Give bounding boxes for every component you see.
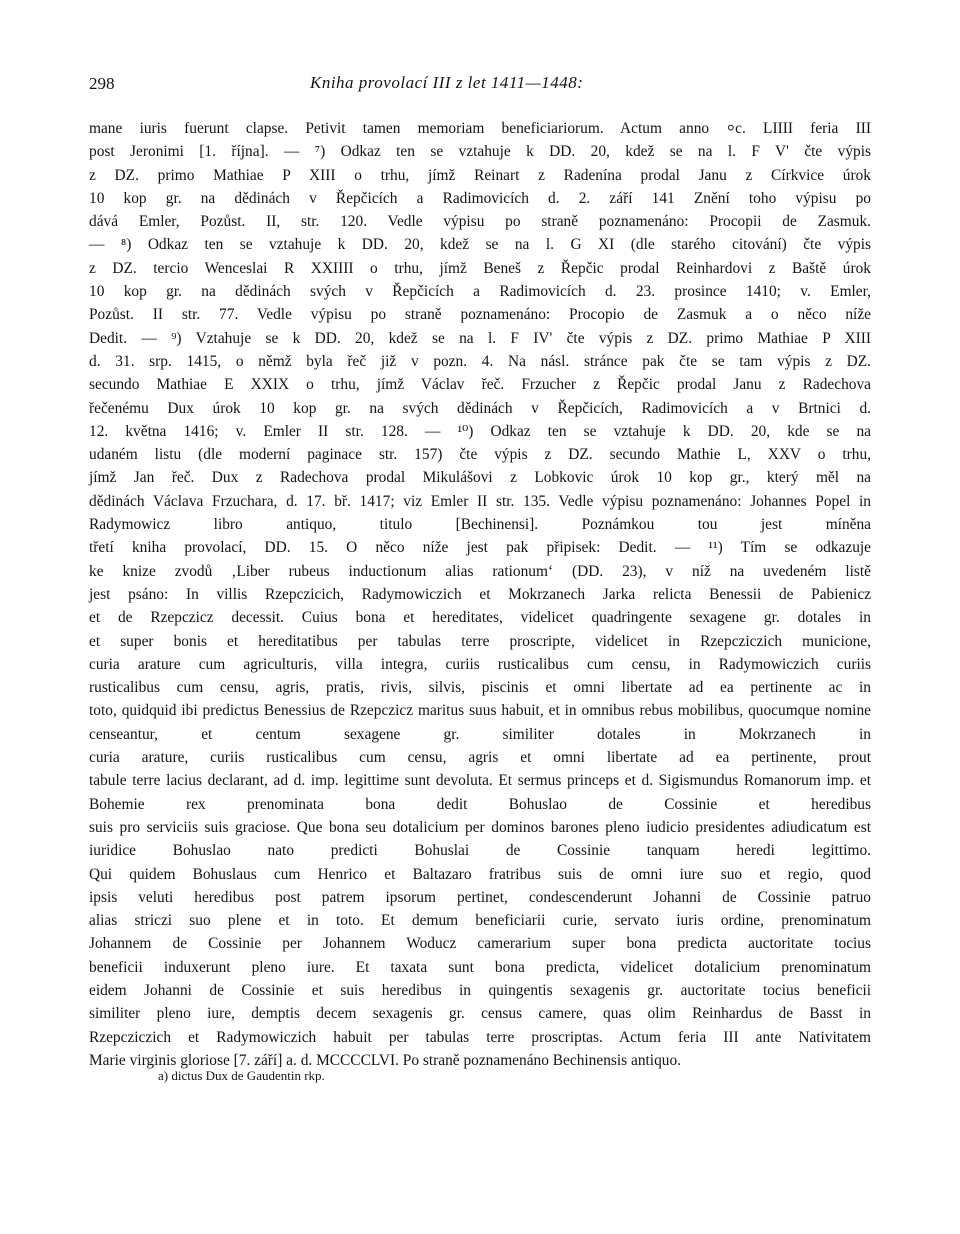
text-line: rusticalibus cum censu, agris, pratis, rivis, silvis, piscinis et omni libertate ad ea pertinente ac in xyxy=(89,679,871,697)
text-line: Rzepcziczich et Radymowiczich habuit per tabulas terre proscriptas. Actum feria III ante Nativitatem xyxy=(89,1028,871,1046)
text-line: Qui quidem Bohuslaus cum Henrico et Baltazaro fratribus suis de omni iure suo et regio, quod xyxy=(89,865,871,883)
text-line: post Jeronimi [1. října]. — ⁷) Odkaz ten se vztahuje k DD. 20, kdež se na l. F V' čte výpis xyxy=(89,143,871,161)
text-line: alias striczi suo plene et in toto. Et demum beneficiarii curie, servato iuris ordine, prenominatum xyxy=(89,912,871,930)
text-line: d. 31. srp. 1415, o němž byla řeč již v pozn. 4. Na násl. stránce pak čte se tam výpis z DZ. xyxy=(89,352,871,370)
text-line: jest psáno: In villis Rzepczicich, Radymowiczich et Mokrzanech Jarka relicta Benessii de Pabienicz xyxy=(89,585,871,603)
text-line: ipsis veluti heredibus post patrem ipsorum pertinet, condescenderunt Johanni de Cossinie patruo xyxy=(89,888,871,906)
text-line: Marie virginis gloriose [7. září] a. d. MCCCCLVI. Po straně poznamenáno Bechinensis antiquo. xyxy=(89,1051,682,1069)
text-line: Pozůst. II str. 77. Vedle výpisu po straně poznamenáno: Procopio de Zasmuk a o něco níže xyxy=(89,306,871,324)
text-line: jímž Jan řeč. Dux z Radechova prodal Mikulášovi z Lobkovic úrok 10 kop gr., který měl na xyxy=(89,469,871,487)
text-line: dědinách Václava Frzuchara, d. 17. bř. 1417; viz Emler II str. 135. Vedle výpisu poznamenáno: Johannes Popel in Radymowicz libro antiquo, titulo [Bechinensi]. Poznámkou tou jest míněna xyxy=(89,492,871,534)
text-line: mane iuris fuerunt clapse. Petivit tamen memoriam beneficiariorum. Actum anno ⸰c. LIIII feria III xyxy=(89,120,871,137)
text-line: ke knize zvodů ‚Liber rubeus inductionum alias rationum‘ (DD. 23), v níž na uvedeném listě xyxy=(89,562,871,580)
body-text xyxy=(89,117,871,1072)
text-line: toto, quidquid ibi predictus Benessius de Rzepczicz maritus suus habuit, et in omnibus rebus mobilibus, quocumque nomine censeantur, et centum sexagene gr. similiter dotales in Mokrzanech in xyxy=(89,702,871,743)
text-line: Dedit. — ⁹) Vztahuje se k DD. 20, kdež se na l. F IV' čte výpis z DZ. primo Mathiae P XIII xyxy=(89,329,871,347)
text-line: 12. května 1416; v. Emler II str. 128. — ¹⁰) Odkaz ten se vztahuje k DD. 20, kde se na xyxy=(89,422,871,440)
text-line: tabule terre lacius declarant, ad d. imp. legittime sunt devoluta. Et sermus princeps et d. Sigismundus Romanorum imp. et Bohemie rex prenominata bona dedit Bohuslao de Cossinie et heredibus xyxy=(89,772,871,813)
text-line: Johannem de Cossinie per Johannem Woducz camerarium super bona predicta auctoritate tocius xyxy=(89,935,871,953)
text-line: udaném listu (dle moderní paginace str. 157) čte výpis z DZ. secundo Mathie L, XXV o trhu, xyxy=(89,446,871,464)
text-line: eidem Johanni de Cossinie et suis heredibus in quingentis sexagenis gr. auctoritate tocius beneficii xyxy=(89,981,871,999)
text-line: z DZ. primo Mathiae P XIII o trhu, jímž Reinart z Radenína prodal Janu z Církvice úrok xyxy=(89,166,871,184)
running-title: Kniha provolací III z let 1411—1448: xyxy=(310,73,584,92)
text-line: curia arature, curiis rusticalibus cum censu, agris et omni libertate ad ea pertinente, prout xyxy=(89,749,871,767)
text-line: et de Rzepczicz decessit. Cuius bona et hereditates, videlicet quadringente sexagene gr. dotales in xyxy=(89,609,871,627)
text-line: řečenému Dux úrok 10 kop gr. na svých dědinách v Řepčicích, Radimovicích a v Brtnici d. xyxy=(89,399,871,417)
text-line: curia arature cum agriculturis, villa integra, curiis rusticalibus cum censu, in Radymowiczich curiis xyxy=(89,655,871,673)
text-line: suis pro serviciis suis graciose. Que bona seu dotalicium per dominos barones pleno iudicio presidentes adiudicatum est iuridice Bohuslao nato predicti Bohuslai de Cossinie tanquam heredi legittimo. xyxy=(89,818,871,860)
text-line: 10 kop gr. na dědinách v Řepčicích a Radimovicích d. 2. září 141 Znění toho výpisu po xyxy=(89,189,871,207)
text-line: dává Emler, Pozůst. II, str. 120. Vedle výpisu po straně poznamenáno: Procopii de Zasmuk. xyxy=(89,213,871,231)
footnote: a) dictus Dux de Gaudentin rkp. xyxy=(158,1068,325,1083)
text-line: z DZ. tercio Wenceslai R XXIIII o trhu, jímž Beneš z Řepčic prodal Reinhardovi z Baště úrok xyxy=(89,259,871,277)
text-line: — ⁸) Odkaz ten se vztahuje k DD. 20, kdež se na l. G XI (dle starého citování) čte výpis xyxy=(89,236,871,254)
page-number: 298 xyxy=(89,74,115,93)
text-line: 10 kop gr. na dědinách svých v Řepčicích a Radimovicích d. 23. prosince 1410; v. Emler, xyxy=(89,283,871,301)
text-line: třetí kniha provolací, DD. 15. O něco níže jest pak připisek: Dedit. — ¹¹) Tím se odkazuje xyxy=(89,539,871,557)
text-line: similiter pleno iure, demptis decem sexagenis gr. census camere, quas olim Reinhardus de Basst in xyxy=(89,1005,871,1023)
text-line: secundo Mathiae E XXIX o trhu, jímž Václav řeč. Frzucher z Řepčic prodal Janu z Radechova xyxy=(89,376,871,394)
text-line: beneficii induxerunt pleno iure. Et taxata sunt bona predicta, videlicet dotalicium prenominatum xyxy=(89,958,871,976)
text-line: et super bonis et hereditatibus per tabulas terre proscripte, videlicet in Rzepcziczich municione, xyxy=(89,632,871,650)
